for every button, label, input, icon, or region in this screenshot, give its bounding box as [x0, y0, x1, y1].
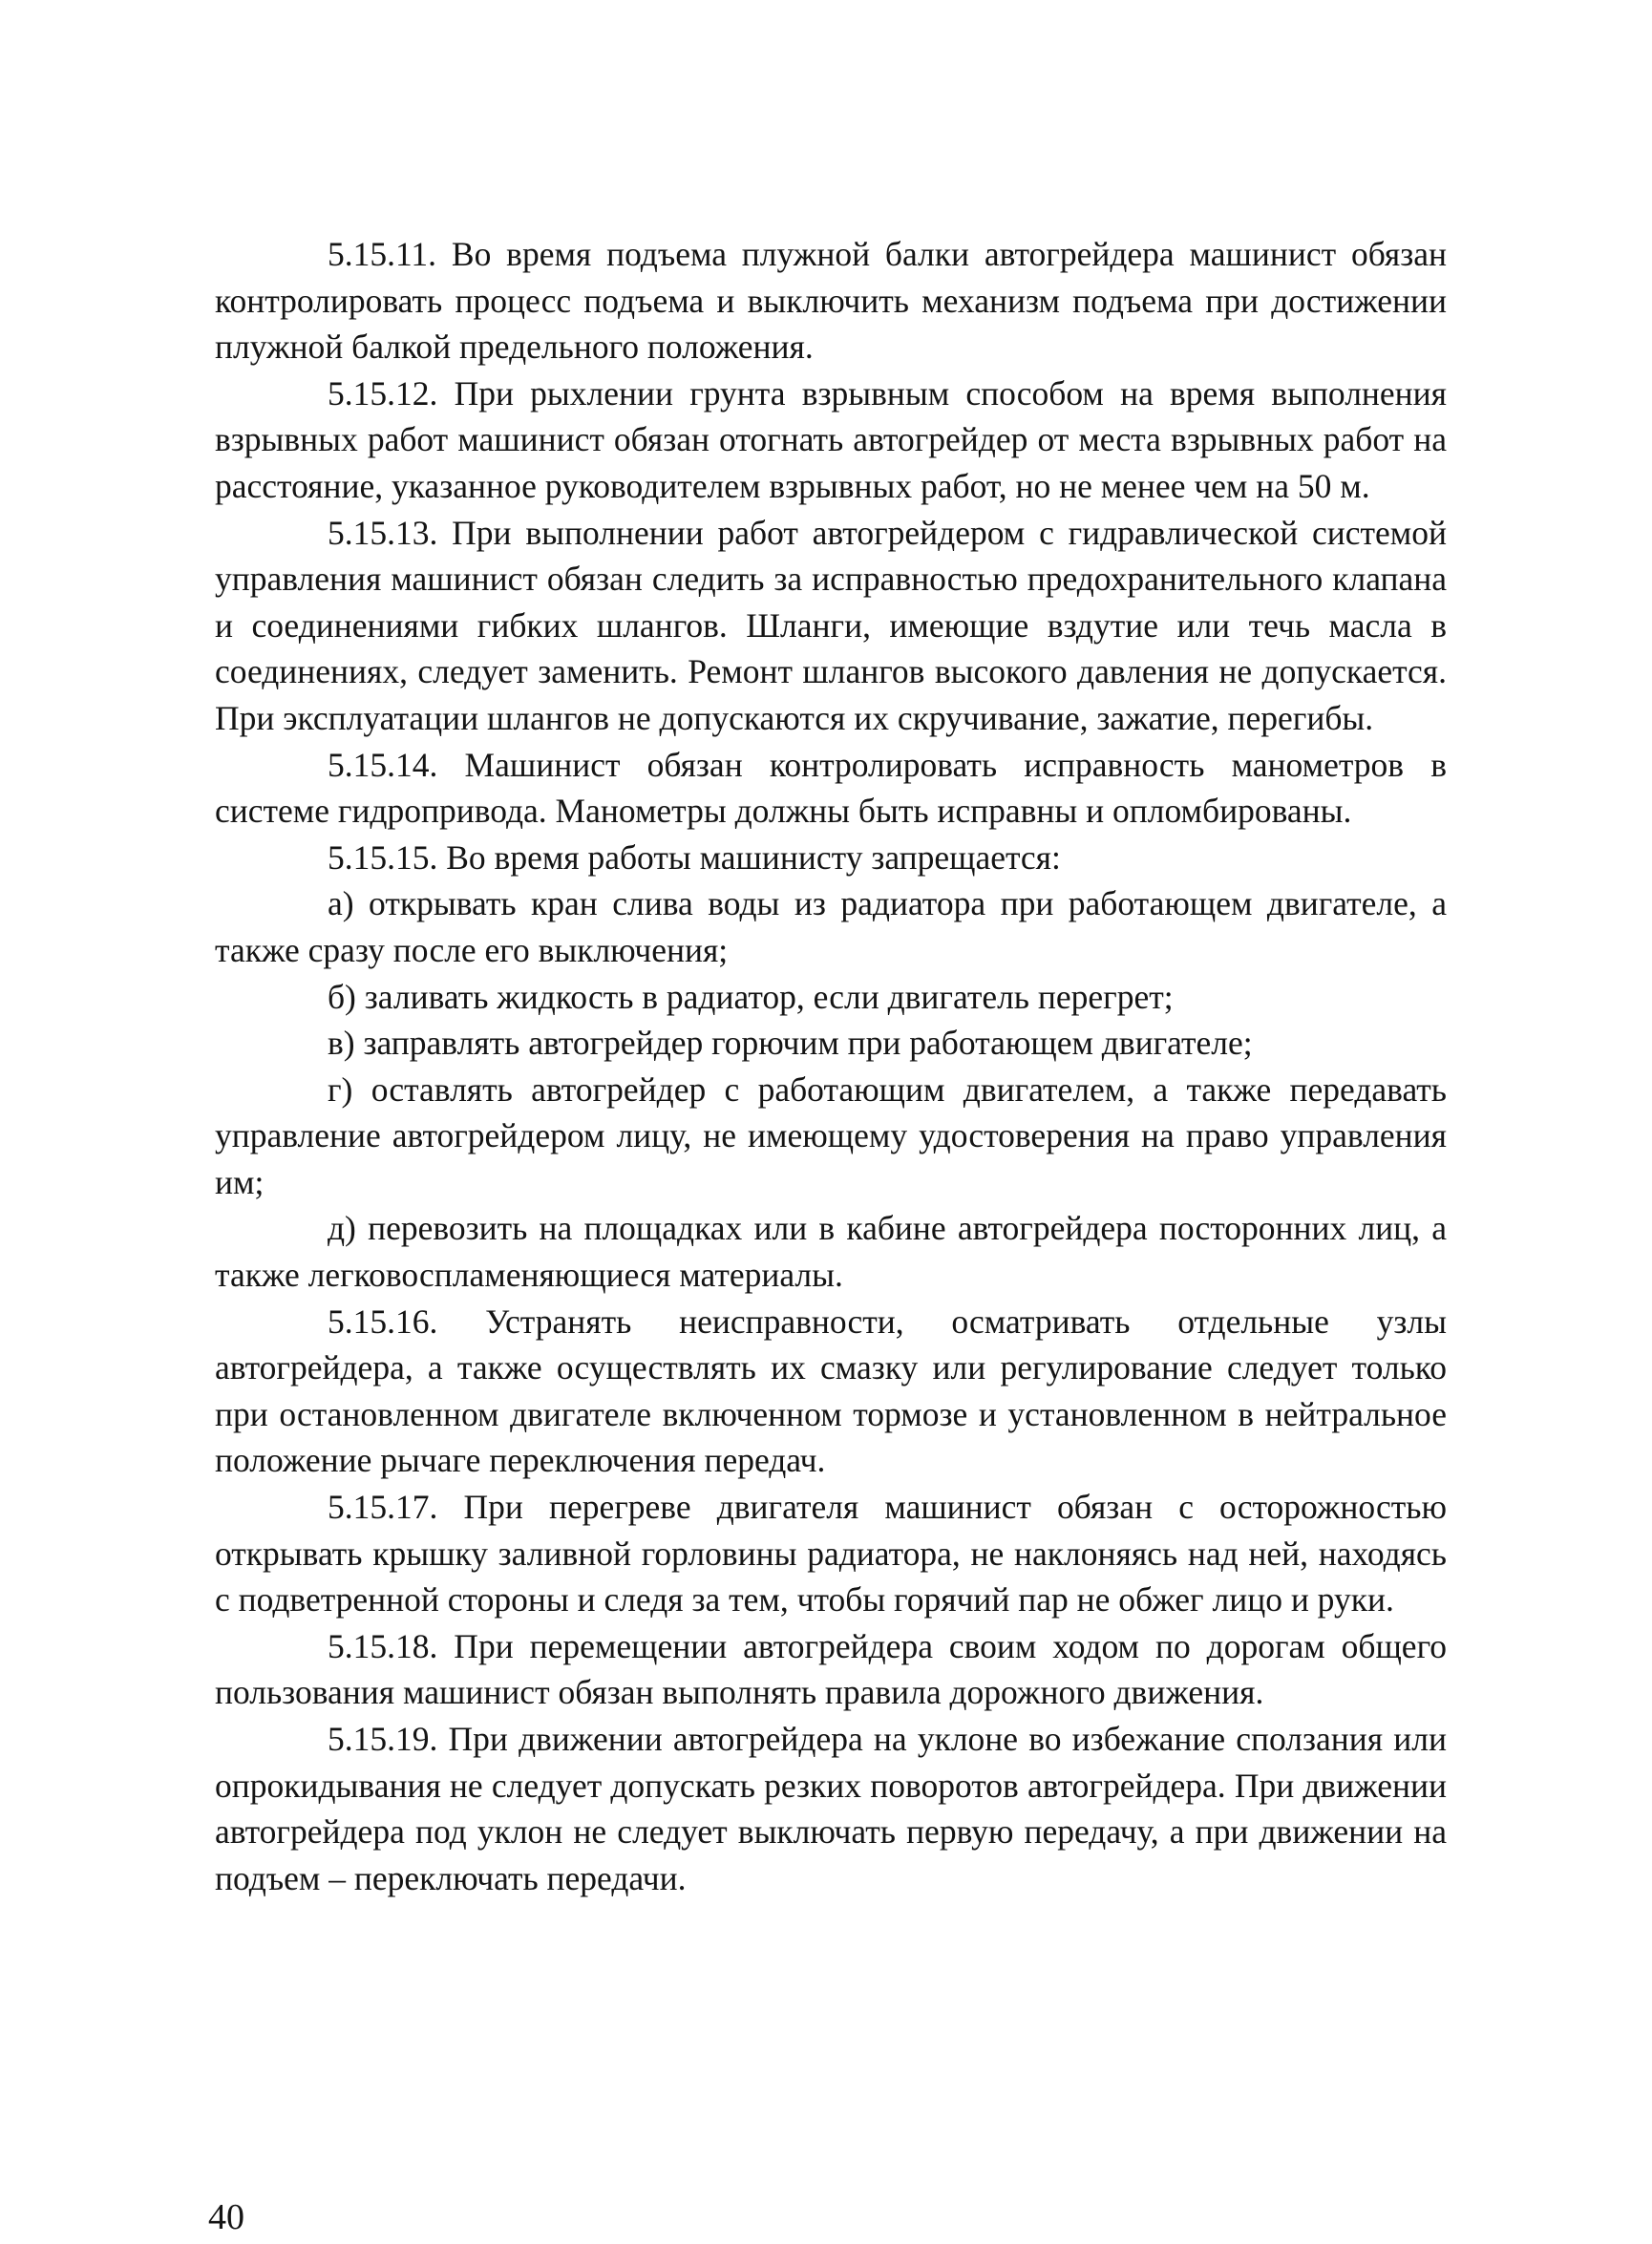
paragraph-5-15-15: 5.15.15. Во время работы машинисту запрещается: — [328, 837, 1061, 877]
list-item-a: а) открывать кран слива воды из радиатора при работающем двигателе, а также сразу после его выключения; — [215, 884, 1447, 969]
paragraph-5-15-13: 5.15.13. При выполнении работ автогрейдером с гидравлической системой управления машинист обязан следить за исправностью предохранительного клапана и соединениями гибких шлангов. Шланги, имеющие вздутие или течь масла в соединениях, следует заменить. Ремонт шлангов высокого давления не допускается. При эксплуатации шлангов не допускаются их скручивание, зажатие, перегибы. — [215, 513, 1447, 737]
paragraph-5-15-16: 5.15.16. Устранять неисправности, осматривать отдельные узлы автогрейдера, а также осуществлять их смазку или регулирование следует только при остановленном двигателе включенном тормозе и установленном в нейтральное положение рычаге переключения передач. — [215, 1302, 1447, 1480]
paragraph-5-15-17: 5.15.17. При перегреве двигателя машинист обязан с осторожностью открывать крышку заливной горловины радиатора, не наклоняясь над ней, находясь с подветренной стороны и следя за тем, чтобы горячий пар не обжег лицо и руки. — [215, 1488, 1447, 1619]
page-number: 40 — [208, 2197, 244, 2237]
list-item-g: г) оставлять автогрейдер с работающим двигателем, а также передавать управление автогрейдером лицу, не имеющему удостоверения на право управления им; — [215, 1069, 1447, 1201]
paragraph-5-15-19: 5.15.19. При движении автогрейдера на уклоне во избежание сползания или опрокидывания не следует допускать резких поворотов автогрейдера. При движении автогрейдера под уклон не следует выключать первую передачу, а при движении на подъем – переключать передачи. — [215, 1720, 1447, 1897]
paragraph-5-15-11: 5.15.11. Во время подъема плужной балки автогрейдера машинист обязан контролировать процесс подъема и выключить механизм подъема при достижении плужной балкой предельного положения. — [215, 235, 1447, 367]
paragraph-5-15-18: 5.15.18. При перемещении автогрейдера своим ходом по дорогам общего пользования машинист обязан выполнять правила дорожного движения. — [215, 1626, 1447, 1712]
list-item-v: в) заправлять автогрейдер горючим при работающем двигателе; — [328, 1024, 1253, 1063]
list-item-d: д) перевозить на площадках или в кабине автогрейдера посторонних лиц, а также легковоспламеняющиеся материалы. — [215, 1209, 1447, 1295]
paragraph-5-15-12: 5.15.12. При рыхлении грунта взрывным способом на время выполнения взрывных работ машинист обязан отогнать автогрейдер от места взрывных работ на расстояние, указанное руководителем взрывных работ, но не менее чем на 50 м. — [215, 373, 1447, 505]
list-item-b: б) заливать жидкость в радиатор, если двигатель перегрет; — [328, 977, 1174, 1016]
document-body — [215, 231, 1447, 1901]
paragraph-5-15-14: 5.15.14. Машинист обязан контролировать исправность манометров в системе гидропривода. Манометры должны быть исправны и опломбированы. — [215, 745, 1447, 831]
